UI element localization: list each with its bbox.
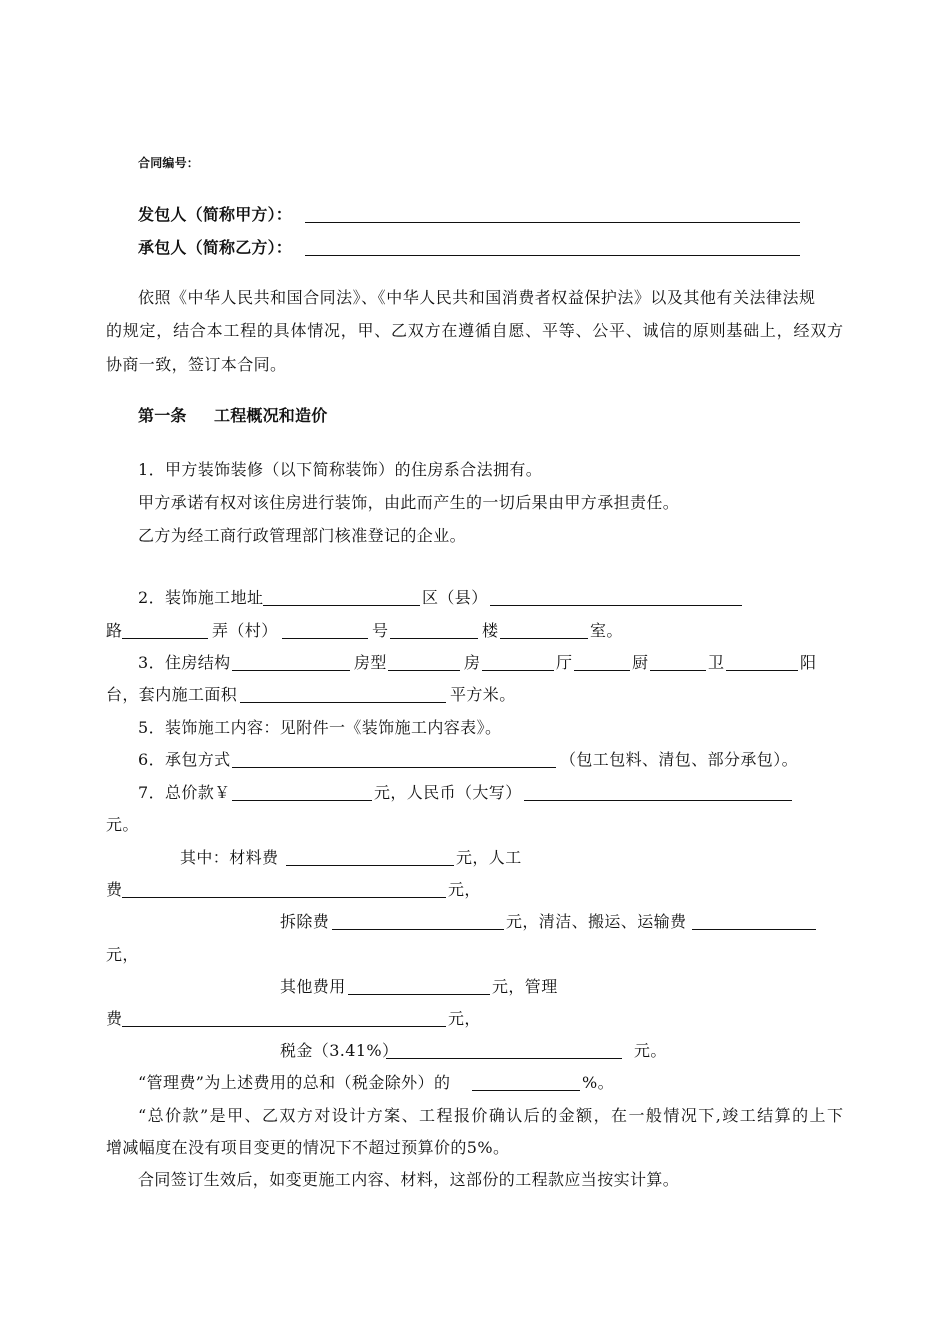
clause-1-text-3: 乙方为经工商行政管理部门核准登记的企业。 — [138, 526, 467, 545]
other-fee-blank — [348, 977, 490, 995]
labor-label: 费 — [106, 880, 123, 899]
article-1-title: 工程概况和造价 — [214, 406, 328, 425]
tax-after: 元。 — [634, 1041, 667, 1060]
balcony-count-blank — [726, 653, 798, 671]
preamble-text-3: 协商一致，签订本合同。 — [106, 355, 287, 374]
breakdown-demolition-line — [0, 912, 950, 932]
tax-label: 税金（3.41%） — [280, 1041, 399, 1060]
clause-7-end: 元。 — [106, 815, 139, 834]
management-fee-percent-blank — [472, 1073, 580, 1091]
total-price-note-1: “总价款”是甲、乙双方对设计方案、工程报价确认后的金额，在一般情况下,竣工结算的上下 — [138, 1106, 843, 1125]
demolition-label: 拆除费 — [280, 912, 330, 931]
clause-5-text: 5．装饰施工内容：见附件一《装饰施工内容表》。 — [138, 718, 502, 737]
hall-count-blank — [482, 653, 554, 671]
management-label: 费 — [106, 1009, 123, 1028]
clause-3-line-2 — [0, 685, 950, 705]
management-after: 元， — [448, 1009, 481, 1028]
bedroom-count-blank — [388, 653, 460, 671]
article-1-number: 第一条 — [138, 406, 187, 425]
clause-3-line-1 — [0, 653, 950, 673]
preamble-line-3 — [0, 355, 950, 375]
clause-7-rmb-label: 元，人民币（大写） — [374, 783, 522, 802]
clause-1-line-1 — [0, 460, 950, 480]
clause-1-text-2: 甲方承诺有权对该住房进行装饰，由此而产生的一切后果由甲方承担责任。 — [138, 493, 680, 512]
clause-2-road: 路 — [106, 621, 123, 640]
labor-fee-blank — [122, 880, 446, 898]
breakdown-management-line — [0, 1009, 950, 1029]
breakdown-labor-line — [0, 880, 950, 900]
address-city-blank — [263, 588, 420, 606]
clause-1-line-3 — [0, 526, 950, 546]
bathroom-count-blank — [650, 653, 706, 671]
clause-2-room: 室。 — [590, 621, 623, 640]
total-price-note-2: 增减幅度在没有项目变更的情况下不超过预算价的5%。 — [106, 1138, 510, 1157]
contract-number-line — [0, 155, 950, 171]
contractor-line — [0, 238, 950, 258]
address-district-blank — [490, 588, 742, 606]
preamble-text-2: 的规定，结合本工程的具体情况，甲、乙双方在遵循自愿、平等、公平、诚信的原则基础上，经双方 — [106, 321, 843, 340]
clause-6-line — [0, 750, 950, 770]
other-label: 其他费用 — [280, 977, 346, 996]
contractor-name-blank — [305, 238, 800, 256]
total-price-number-blank — [232, 783, 372, 801]
change-clause-line — [0, 1170, 950, 1190]
management-fee-note: “管理费”为上述费用的总和（税金除外）的 — [138, 1073, 451, 1092]
clause-6-label: 6．承包方式 — [138, 750, 231, 769]
total-price-words-blank — [524, 783, 792, 801]
kitchen-count-blank — [574, 653, 630, 671]
demolition-fee-blank — [332, 912, 504, 930]
total-price-note-line-1 — [0, 1106, 950, 1126]
clause-3-balcony-1: 阳 — [800, 653, 817, 672]
clause-3-bathroom: 卫 — [708, 653, 725, 672]
clause-7-label: 7．总价款￥ — [138, 783, 231, 802]
breakdown-material-line — [0, 848, 950, 868]
breakdown-other-line — [0, 977, 950, 997]
clause-2-building: 楼 — [482, 621, 499, 640]
employer-name-blank — [305, 205, 800, 223]
transport-after: 元， — [106, 945, 139, 964]
clause-5-line — [0, 718, 950, 738]
contractor-label: 承包人（简称乙方）： — [138, 238, 293, 257]
contract-number-label: 合同编号： — [138, 156, 200, 170]
clause-3-label: 3．住房结构 — [138, 653, 231, 672]
total-price-note-line-2 — [0, 1138, 950, 1158]
area-blank — [240, 685, 446, 703]
clause-3-kitchen: 厨 — [632, 653, 649, 672]
labor-after: 元， — [448, 880, 481, 899]
clause-6-options: （包工包料、清包、部分承包）。 — [560, 750, 799, 769]
management-fee-blank — [122, 1009, 446, 1027]
clause-1-text-1: 1．甲方装饰装修（以下简称装饰）的住房系合法拥有。 — [138, 460, 543, 479]
clause-3-balcony-area: 台，套内施工面积 — [106, 685, 238, 704]
preamble-text-1: 依照《中华人民共和国合同法》、《中华人民共和国消费者权益保护法》以及其他有关法律法规 — [138, 288, 815, 307]
clause-7-line-1 — [0, 783, 950, 803]
clause-3-area-unit: 平方米。 — [450, 685, 516, 704]
article-1-heading — [0, 406, 950, 426]
clause-3-layout: 房型 — [354, 653, 387, 672]
breakdown-transport-line — [0, 945, 950, 965]
clause-7-line-2 — [0, 815, 950, 835]
address-road-blank — [122, 621, 208, 639]
clause-2-line-2 — [0, 621, 950, 641]
employer-label: 发包人（简称甲方）： — [138, 205, 293, 224]
change-clause-text: 合同签订生效后，如变更施工内容、材料，这部份的工程款应当按实计算。 — [138, 1170, 680, 1189]
clause-3-bedroom: 房 — [464, 653, 481, 672]
employer-line — [0, 205, 950, 225]
clause-2-line-1 — [0, 588, 950, 608]
clause-2-lane: 弄（村） — [212, 621, 278, 640]
demolition-after: 元，清洁、搬运、运输费 — [506, 912, 687, 931]
material-after: 元，人工 — [456, 848, 522, 867]
material-label: 其中：材料费 — [180, 848, 279, 867]
other-after: 元，管理 — [492, 977, 558, 996]
clause-1-line-2 — [0, 493, 950, 513]
address-number-blank — [390, 621, 478, 639]
preamble-line-1 — [0, 288, 950, 308]
preamble-line-2 — [0, 321, 950, 341]
management-fee-unit: %。 — [582, 1073, 615, 1092]
address-lane-blank — [282, 621, 368, 639]
address-building-blank — [500, 621, 588, 639]
transport-fee-blank — [692, 912, 816, 930]
clause-3-hall: 厅 — [556, 653, 573, 672]
clause-2-district: 区（县） — [422, 588, 488, 607]
clause-2-label: 2．装饰施工地址 — [138, 588, 264, 607]
structure-blank — [232, 653, 350, 671]
clause-2-number: 号 — [372, 621, 389, 640]
contract-mode-blank — [232, 750, 556, 768]
tax-blank — [386, 1041, 622, 1059]
management-fee-note-line — [0, 1073, 950, 1093]
breakdown-tax-line — [0, 1041, 950, 1061]
material-fee-blank — [286, 848, 454, 866]
